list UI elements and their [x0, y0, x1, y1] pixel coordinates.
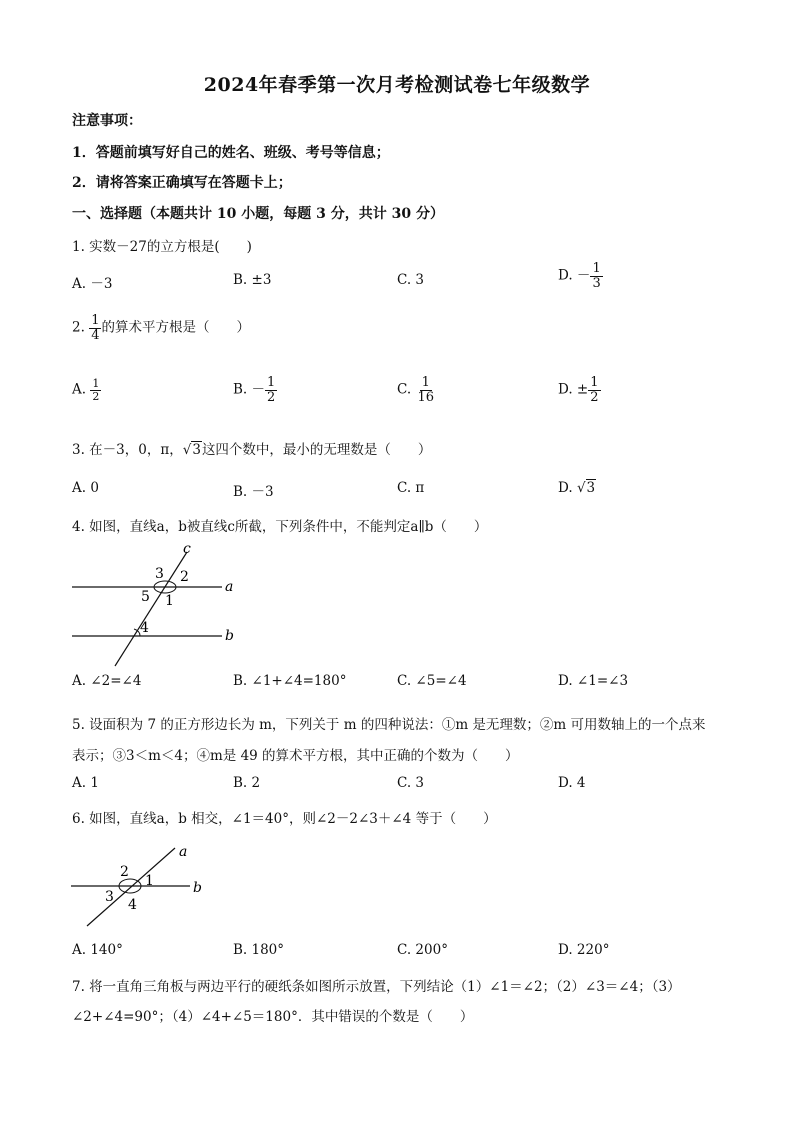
q4-option-c: C. ∠5=∠4: [397, 673, 467, 689]
question-6-stem: 6. 如图，直线a，b 相交，∠1＝40°，则∠2－2∠3＋∠4 等于（ ）: [72, 811, 497, 827]
question-7-line-1: 7. 将一直角三角板与两边平行的硬纸条如图所示放置，下列结论（1）∠1＝∠2；（2）∠3＝∠4；（3）: [72, 979, 681, 995]
q3-option-d-label: D.: [558, 480, 573, 496]
q2-stem-fraction: [89, 314, 101, 342]
q3-option-a: A. 0: [72, 480, 99, 496]
line-c: [115, 552, 187, 666]
fraction-numerator: 1: [267, 375, 276, 390]
q2-option-a: [72, 378, 101, 402]
q2-option-c-label: C.: [397, 381, 412, 398]
sqrt-expression: √3: [182, 442, 201, 458]
angle-1-label: 1: [165, 593, 174, 609]
line-a: [87, 848, 175, 926]
q2-number: 2.: [72, 319, 85, 336]
q6-option-d: D. 220°: [558, 942, 610, 958]
q2-option-a-label: A.: [72, 381, 87, 398]
q2-option-b: [233, 376, 277, 404]
fraction-numerator: 1: [92, 377, 100, 390]
q1-option-a: A. －3: [72, 276, 113, 292]
q2-option-d-fraction: [588, 376, 600, 404]
angle-5-label: 5: [141, 589, 150, 605]
q5-option-b: B. 2: [233, 775, 261, 791]
q1-option-c: C. 3: [397, 272, 425, 288]
angle-2-label: 2: [120, 864, 129, 880]
q1-option-d-fraction: [590, 262, 602, 290]
fraction-numerator: 1: [592, 261, 601, 276]
label-b: b: [225, 628, 234, 644]
label-a: a: [225, 579, 234, 595]
q2-option-b-fraction: [265, 376, 277, 404]
fraction-denominator: 3: [592, 275, 601, 291]
q3-stem-prefix: 3. 在－3，0，π，: [72, 442, 183, 458]
angle-1-label: 1: [145, 873, 154, 889]
fraction-denominator: 16: [417, 389, 434, 405]
q3-option-c: C. π: [397, 480, 425, 496]
question-3-stem: [72, 438, 431, 458]
fraction-denominator: 2: [590, 389, 599, 405]
note-item-1: 1．答题前填写好自己的姓名、班级、考号等信息；: [72, 145, 390, 161]
q4-option-a: A. ∠2=∠4: [72, 673, 142, 689]
fraction-numerator: 1: [590, 375, 599, 390]
section-heading: 一、选择题（本题共计 10 小题，每题 3 分，共计 30 分）: [72, 206, 444, 222]
q6-option-b: B. 180°: [233, 942, 285, 958]
q6-figure: [70, 838, 220, 933]
q2-option-c: [397, 376, 436, 404]
q1-option-d: [558, 262, 603, 290]
q3-stem-suffix: 这四个数中，最小的无理数是（ ）: [201, 442, 432, 458]
question-5-line-1: 5. 设面积为 7 的正方形边长为 m，下列关于 m 的四种说法：①m 是无理数；②m 可用数轴上的一个点来: [72, 717, 706, 733]
q1-option-b: B. ±3: [233, 272, 272, 288]
angle-3-label: 3: [105, 889, 114, 905]
q2-option-d-label: D. ±: [558, 381, 589, 398]
q5-option-a: A. 1: [72, 775, 99, 791]
question-1-stem: 1. 实数－27的立方根是( ): [72, 239, 252, 255]
question-5-line-2: 表示；③3＜m＜4；④m是 49 的算术平方根，其中正确的个数为（ ）: [72, 748, 519, 764]
angle-4-label: 4: [140, 620, 149, 636]
q4-figure: [70, 538, 250, 668]
sqrt-radicand: 3: [586, 480, 596, 496]
fraction-denominator: 2: [92, 389, 100, 403]
q3-option-b: B. －3: [233, 484, 274, 500]
fraction-numerator: 1: [91, 313, 100, 328]
q2-option-a-fraction: [90, 378, 101, 402]
label-b: b: [193, 880, 202, 896]
question-4-stem: 4. 如图，直线a，b被直线c所截，下列条件中，不能判定a∥b（ ）: [72, 519, 488, 535]
q3-option-d: [558, 480, 596, 496]
q1-option-d-label: D. －: [558, 267, 591, 284]
sqrt-expression: √3: [576, 480, 596, 496]
angle-3-label: 3: [155, 566, 164, 582]
q2-stem-text: 的算术平方根是（ ）: [101, 319, 250, 336]
q2-option-b-label: B. －: [233, 381, 266, 398]
label-a: a: [179, 844, 188, 860]
q6-option-c: C. 200°: [397, 942, 448, 958]
fraction-denominator: 4: [91, 327, 100, 343]
q4-option-d: D. ∠1=∠3: [558, 673, 629, 689]
q2-option-c-fraction: [415, 376, 436, 404]
note-item-2: 2．请将答案正确填写在答题卡上；: [72, 175, 292, 191]
q2-option-d: [558, 376, 601, 404]
angle-2-label: 2: [180, 569, 189, 585]
question-7-line-2: ∠2+∠4=90°；（4）∠4+∠5＝180°．其中错误的个数是（ ）: [72, 1009, 474, 1025]
angle-4-label: 4: [128, 897, 137, 913]
label-c: c: [183, 541, 191, 557]
sqrt-radicand: 3: [192, 442, 201, 458]
q4-option-b: B. ∠1+∠4=180°: [233, 673, 347, 689]
fraction-denominator: 2: [267, 389, 276, 405]
fraction-numerator: 1: [421, 375, 430, 390]
page-title: 2024年春季第一次月考检测试卷七年级数学: [203, 74, 591, 96]
question-2-stem: [72, 314, 250, 342]
notes-heading: 注意事项：: [72, 113, 142, 129]
q5-option-c: C. 3: [397, 775, 425, 791]
q6-option-a: A. 140°: [72, 942, 123, 958]
q5-option-d: D. 4: [558, 775, 586, 791]
